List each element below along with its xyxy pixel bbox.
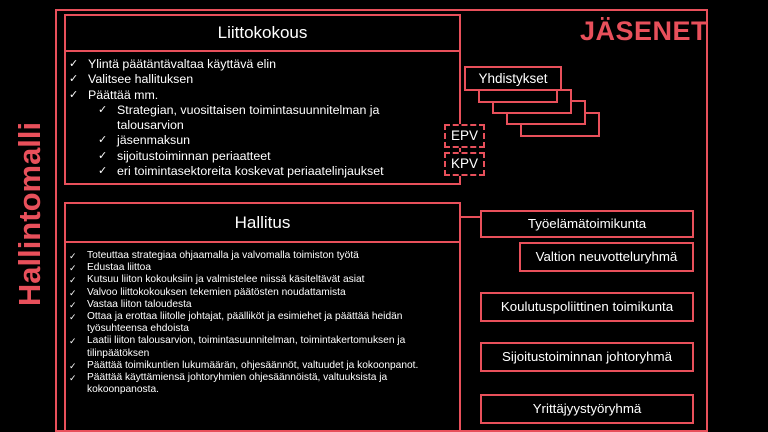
hallitus-item: ✓ Valvoo liittokokouksen tekemien päätösten noudattamista <box>66 287 451 299</box>
hallitus-item: ✓ Kutsuu liiton kokouksiin ja valmistelee niissä käsiteltävät asiat <box>66 274 451 286</box>
liittokokous-box <box>64 14 461 185</box>
hallitus-item: ✓ Päättää toimikuntien lukumäärän, ohjesäännöt, valtuudet ja kokoonpanot. <box>66 360 451 372</box>
connector-line <box>459 216 481 218</box>
koulutus-box <box>480 292 694 322</box>
yhdistykset-box <box>464 66 562 91</box>
tyoelama-label: Työelämätoimikunta <box>527 216 647 231</box>
hallitus-item: ✓ Edustaa liittoa <box>66 262 451 274</box>
liittokokous-item: ✓ Valitsee hallituksen <box>66 72 397 87</box>
liittokokous-subitem: ✓ eri toimintasektoreita koskevat periaatelinjaukset <box>66 164 397 179</box>
valtion-box <box>519 242 694 272</box>
valtion-label: Valtion neuvotteluryhmä <box>535 249 678 264</box>
liittokokous-subitem: ✓ jäsenmaksun <box>66 133 397 148</box>
hallitus-item: ✓ Toteuttaa strategiaa ohjaamalla ja valvomalla toimiston työtä <box>66 250 451 262</box>
hallitus-item: ✓ Ottaa ja erottaa liitolle johtajat, päälliköt ja esimiehet ja päättää heidän työsuhteensa ehdoista <box>66 311 451 335</box>
yhdistykset-label: Yhdistykset <box>478 71 548 86</box>
hallitus-list <box>66 243 459 396</box>
epv-label: EPV <box>450 128 478 143</box>
liittokokous-subitem: ✓ Strategian, vuosittaisen toimintasuunnitelman ja talousarvion <box>66 103 397 134</box>
hallitus-item: ✓ Päättää käyttämiensä johtoryhmien ohjesäännöistä, valtuuksista ja kokoonpanosta. <box>66 372 451 396</box>
liittokokous-title: Liittokokous <box>66 16 459 52</box>
sijoitus-box <box>480 342 694 372</box>
liittokokous-item: ✓ Päättää mm. <box>66 88 397 103</box>
liittokokous-list <box>66 52 459 179</box>
hallintomalli-label: Hallintomalli <box>12 121 47 307</box>
kpv-label: KPV <box>450 156 478 171</box>
liittokokous-item: ✓ Ylintä päätäntävaltaa käyttävä elin <box>66 57 397 72</box>
sijoitus-label: Sijoitustoiminnan johtoryhmä <box>502 349 672 364</box>
koulutus-label: Koulutuspoliittinen toimikunta <box>500 299 674 314</box>
members-label: JÄSENET <box>580 16 709 46</box>
epv-box <box>444 124 485 148</box>
hallitus-item: ✓ Laatii liiton talousarvion, toimintasuunnitelman, toimintakertomuksen ja tilinpäätöksen <box>66 335 451 359</box>
hallitus-box <box>64 202 461 432</box>
tyoelama-box <box>480 210 694 238</box>
liittokokous-subitem: ✓ sijoitustoiminnan periaatteet <box>66 149 397 164</box>
vertical-title <box>0 0 60 432</box>
yrittajyys-label: Yrittäjyystyöryhmä <box>532 401 642 416</box>
hallitus-title: Hallitus <box>66 204 459 243</box>
hallitus-item: ✓ Vastaa liiton taloudesta <box>66 299 451 311</box>
kpv-box <box>444 152 485 176</box>
yrittajyys-box <box>480 394 694 424</box>
